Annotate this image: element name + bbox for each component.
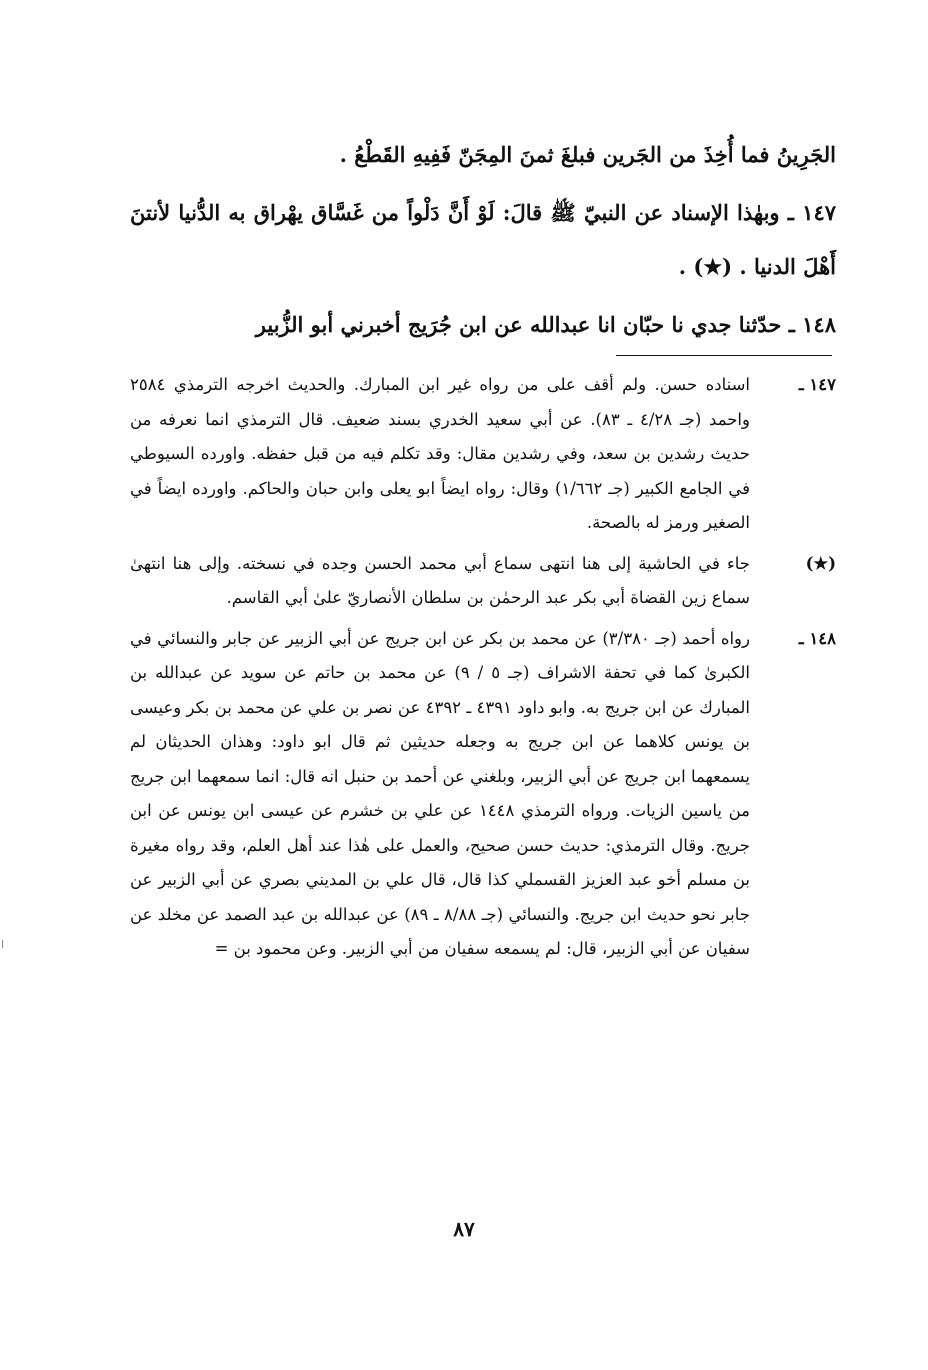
footnote-147-text: اسناده حسن. ولم أقف على من رواه غير ابن المبارك. والحديث اخرجه الترمذي ٢٥٨٤ واحمد (جـ ٤/٢٨ ـ ٨٣). عن أبي سعيد الخدري بسند ضعيف. قال الترمذي انما نعرفه من حديث رشدين بن سعد، وفي رشدين مقال: وقد تكلم فيه من قبل حفظه. واورده السيوطي في الجامع الكبير (جـ ١/٦٦٢) وقال: رواه ايضاً ابو يعلى وابن حبان والحاكم. واورده ايضاً في الصغير ورمز له بالصحة. xyxy=(130,375,750,532)
main-line-continuation-text: الجَرِينُ فما أُخِذَ من الجَرين فبلغَ ثمنَ المِجَنّ فَفِيهِ القَطْعُ . xyxy=(339,142,836,167)
footnote-separator-rule xyxy=(616,355,832,356)
hadith-148-text: حدّثنا جدي نا حبّان انا عبدالله عن ابن جُرَيج أخبرني أبو الزُّبير xyxy=(255,312,782,337)
hadith-147-number: ١٤٧ ـ xyxy=(787,200,837,225)
hadith-148 xyxy=(130,298,836,352)
main-line-continuation xyxy=(130,128,836,182)
hadith-147 xyxy=(130,186,836,294)
footnote-147-marker: ١٤٧ ـ xyxy=(798,375,836,394)
footnote-147 xyxy=(130,368,836,541)
hadith-147-text: وبهٰذا الإسناد عن النبيّ ﷺ قالَ: لَوْ أَنَّ دَلْواً من غَسَّاق يهْراق به الدُّنيا لأنتنَ أَهْلَ الدنيا . (★) . xyxy=(130,200,836,279)
footnote-148-text: رواه أحمد (جـ ٣/٣٨٠) عن محمد بن بكر عن ابن جريج عن أبي الزبير عن جابر والنسائي في الكبرىٰ كما في تحفة الاشراف (جـ ٥ / ٩) عن محمد بن حاتم عن سويد عن عبدالله بن المبارك عن ابن جريج به. وابو داود ٤٣٩١ ـ ٤٣٩٢ عن نصر بن علي عن محمد بن بكر وعيسى بن يونس كلاهما عن ابن جريج به وجعله حديثين ثم قال ابو داود: وهذان الحديثان لم يسمعهما ابن جريج عن أبي الزبير، وبلغني عن أحمد بن حنبل انه قال: انما سمعهما ابن جريج من ياسين الزيات. ورواه الترمذي ١٤٤٨ عن علي بن خشرم عن عيسى ابن يونس عن ابن جريج. وقال الترمذي: حديث حسن صحيح، والعمل على هٰذا عند أهل العلم، وقد رواه مغيرة بن مسلم أخو عبد العزيز القسملي كذا قال، قال علي بن المديني بصري عن أبي الزبير عن جابر نحو حديث ابن جريج. والنسائي (جـ ٨/٨٨ ـ ٨٩) عن عبدالله بن عبد الصمد عن مخلد عن سفيان عن أبي الزبير، قال: لم يسمعه سفيان من أبي الزبير. وعن محمود بن = xyxy=(130,628,750,958)
margin-tick-mark xyxy=(2,940,3,948)
hadith-148-number: ١٤٨ ـ xyxy=(788,312,836,337)
page-number: ٨٧ xyxy=(453,1217,475,1241)
main-text-block xyxy=(130,128,836,356)
footnotes-block xyxy=(130,368,836,973)
footnote-star-marker: (★) xyxy=(805,553,836,573)
footnote-148 xyxy=(130,622,836,967)
footnote-148-marker: ١٤٨ ـ xyxy=(798,628,836,648)
footnote-star-text: جاء في الحاشية إلى هنا انتهى سماع أبي محمد الحسن وجده في نسخته. وإلى هنا انتهىٰ سماع زين القضاة أبي بكر عبد الرحمٰن بن سلطان الأنصاريّ علىٰ أبي القاسم. xyxy=(130,553,750,607)
footnote-star xyxy=(130,547,836,616)
